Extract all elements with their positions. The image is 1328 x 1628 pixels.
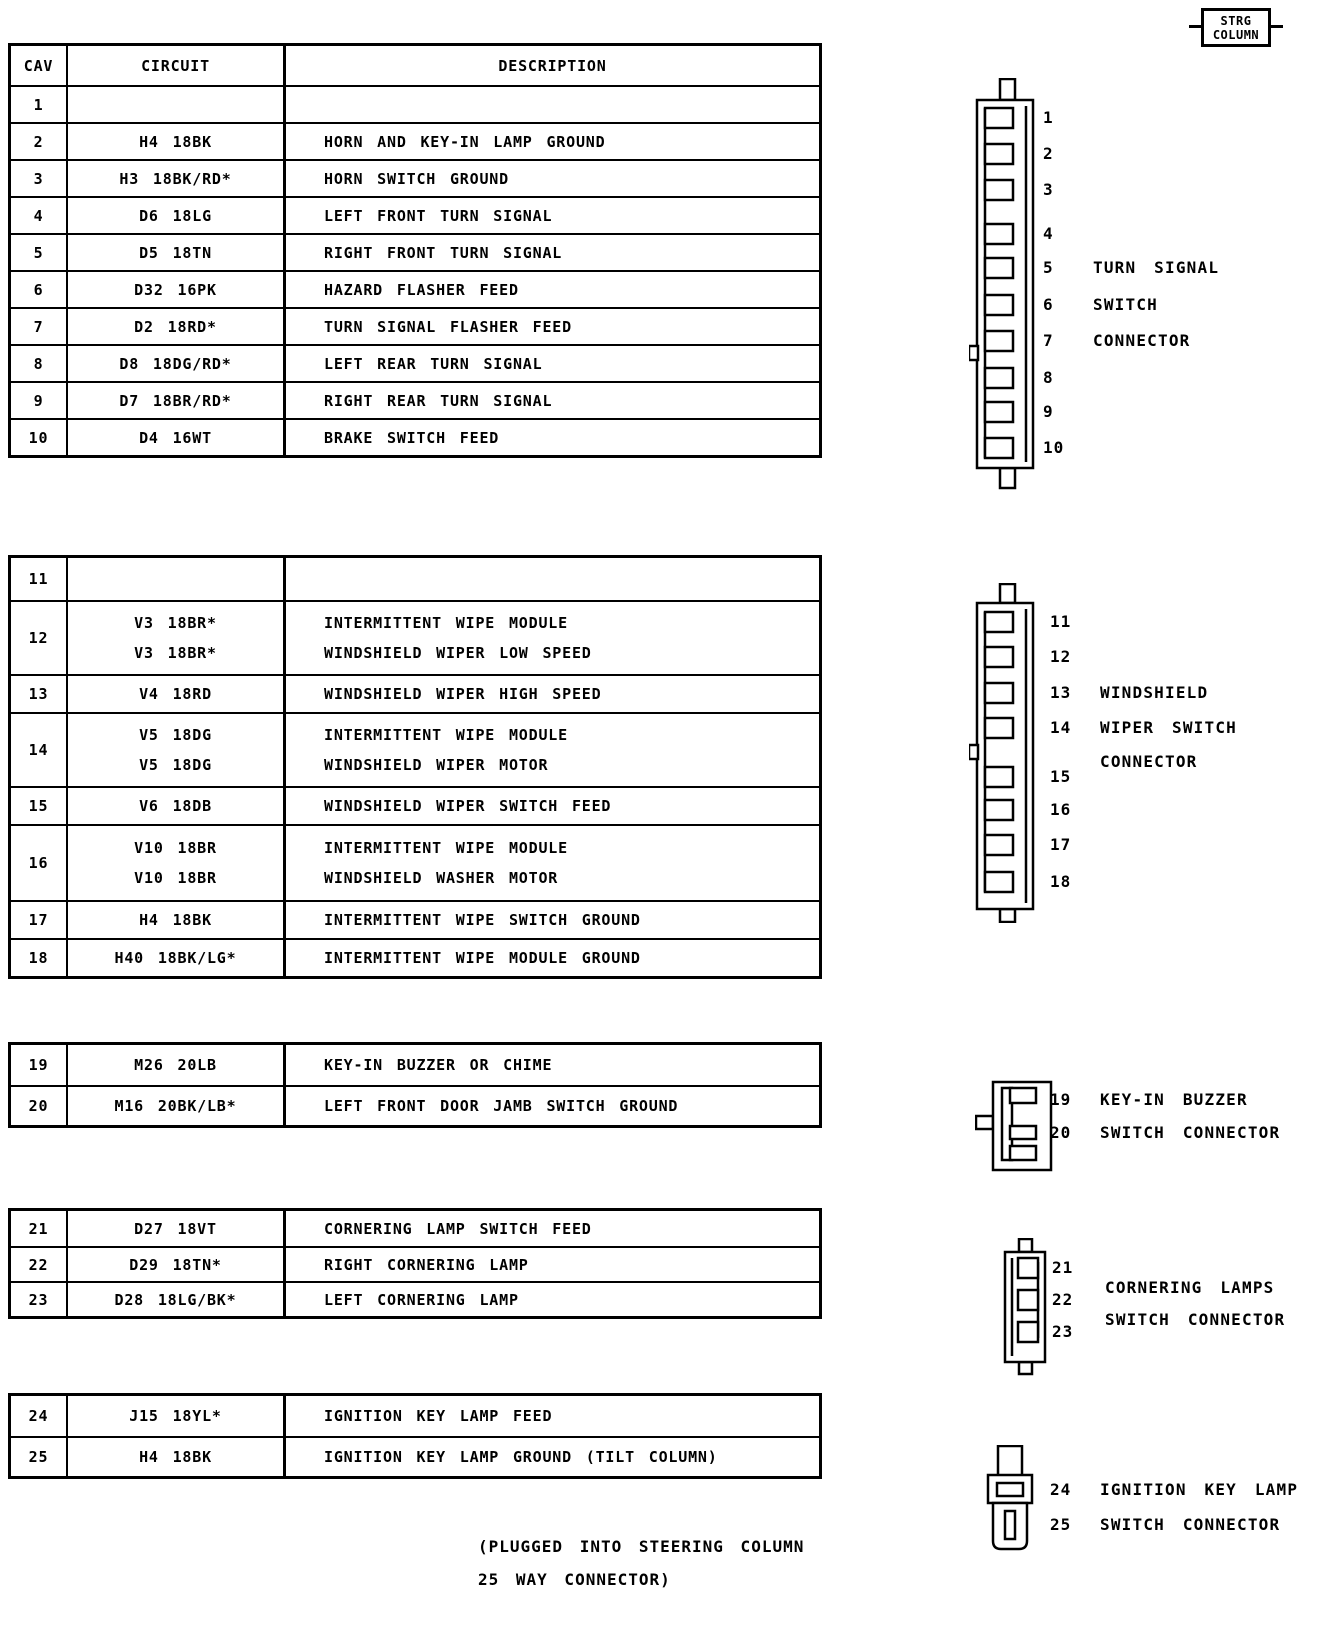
connector-pin-number: 10 — [1043, 438, 1065, 457]
table-row — [11, 600, 819, 674]
cav-value: 24 — [28, 1407, 49, 1425]
circuit-cell — [68, 198, 286, 233]
table-row — [11, 558, 819, 600]
description-cell — [286, 346, 819, 381]
cav-cell — [11, 1045, 68, 1085]
cav-value: 4 — [33, 206, 44, 225]
header-cav — [11, 46, 68, 85]
cav-cell — [11, 1211, 68, 1246]
circuit-cell — [68, 1211, 286, 1246]
description-cell — [286, 676, 819, 712]
ignition-key-lamp-connector-drawing — [985, 1445, 1037, 1555]
circuit-cell — [68, 272, 286, 307]
cav-value: 23 — [28, 1290, 49, 1309]
cav-cell — [11, 309, 68, 344]
turn-signal-connector-drawing — [969, 78, 1043, 490]
turn-signal-switch-connector-label: SWITCH — [1093, 295, 1158, 314]
connector-pin-number: 12 — [1050, 647, 1072, 666]
windshield-wiper-connector-drawing — [969, 583, 1043, 923]
circuit-value: V5 18DG — [139, 756, 212, 774]
circuit-cell — [68, 602, 286, 674]
table-row — [11, 938, 819, 976]
connector-pin-number: 18 — [1050, 872, 1072, 891]
connector-pin-number: 9 — [1043, 402, 1054, 421]
table-row — [11, 381, 819, 418]
cav-cell — [11, 124, 68, 159]
cav-cell — [11, 902, 68, 938]
table-row — [11, 270, 819, 307]
description-value: HORN AND KEY-IN LAMP GROUND — [324, 132, 606, 151]
cav-cell — [11, 826, 68, 900]
ignition-key-lamp-switch-connector-label: SWITCH CONNECTOR — [1100, 1515, 1281, 1534]
cav-cell — [11, 87, 68, 122]
header-circuit-label: CIRCUIT — [141, 56, 210, 75]
cornering-lamps-connector-drawing — [1000, 1238, 1052, 1376]
connector-pin-number: 19 — [1050, 1090, 1072, 1109]
description-cell — [286, 1211, 819, 1246]
description-value: WINDSHIELD WIPER HIGH SPEED — [324, 685, 602, 703]
cav-value: 7 — [33, 317, 44, 336]
description-cell — [286, 383, 819, 418]
circuit-cell — [68, 1438, 286, 1476]
description-value: WINDSHIELD WASHER MOTOR — [324, 869, 559, 888]
cav-cell — [11, 420, 68, 455]
circuit-cell — [68, 1283, 286, 1316]
description-cell — [286, 714, 819, 786]
table-row — [11, 1436, 819, 1476]
circuit-cell — [68, 788, 286, 824]
description-cell — [286, 420, 819, 455]
cav-cell — [11, 272, 68, 307]
connector-pin-number: 13 — [1050, 683, 1072, 702]
table-row — [11, 674, 819, 712]
table-row — [11, 418, 819, 455]
circuit-value: V10 18BR — [134, 869, 217, 888]
description-value: INTERMITTENT WIPE MODULE — [324, 614, 568, 632]
connector-pin-number: 24 — [1050, 1480, 1072, 1499]
circuit-value: V6 18DB — [139, 797, 212, 815]
cav-value: 17 — [28, 911, 49, 929]
description-value: WINDSHIELD WIPER SWITCH FEED — [324, 797, 612, 815]
cav-value: 21 — [28, 1219, 49, 1238]
table-row — [11, 196, 819, 233]
circuit-value: D32 16PK — [134, 280, 217, 299]
description-value: RIGHT FRONT TURN SIGNAL — [324, 243, 563, 262]
connector-pin-number: 14 — [1050, 718, 1072, 737]
table-row — [11, 1085, 819, 1125]
circuit-value: D7 18BR/RD* — [119, 391, 232, 410]
cav-value: 15 — [28, 797, 49, 815]
description-cell — [286, 1087, 819, 1125]
circuit-value: V5 18DG — [139, 726, 212, 744]
connector-pin-number: 23 — [1052, 1322, 1074, 1341]
circuit-value: D4 16WT — [139, 428, 212, 447]
connector-pin-number: 8 — [1043, 368, 1054, 387]
key-in-buzzer-switch-connector-label: KEY-IN BUZZER — [1100, 1090, 1248, 1109]
connector-pin-number: 2 — [1043, 144, 1054, 163]
circuit-value: D27 18VT — [134, 1219, 217, 1238]
cav-value: 8 — [33, 354, 44, 373]
cav-cell — [11, 788, 68, 824]
cav-cell — [11, 161, 68, 196]
pinout-table-cav-24-25 — [8, 1393, 822, 1479]
description-value: INTERMITTENT WIPE MODULE GROUND — [324, 949, 641, 967]
cav-cell — [11, 1438, 68, 1476]
description-value: LEFT FRONT DOOR JAMB SWITCH GROUND — [324, 1097, 679, 1115]
description-value: LEFT CORNERING LAMP — [324, 1290, 519, 1309]
description-value: INTERMITTENT WIPE SWITCH GROUND — [324, 911, 641, 929]
strg-box-right-wire-stub — [1271, 25, 1283, 28]
circuit-value: V4 18RD — [139, 685, 212, 703]
connector-pin-number: 1 — [1043, 108, 1054, 127]
connector-pin-number: 17 — [1050, 835, 1072, 854]
cav-value: 10 — [28, 428, 49, 447]
circuit-cell — [68, 383, 286, 418]
circuit-cell — [68, 1087, 286, 1125]
circuit-value: H4 18BK — [139, 132, 212, 151]
description-value: KEY-IN BUZZER OR CHIME — [324, 1056, 553, 1074]
circuit-value: H4 18BK — [139, 1448, 212, 1466]
description-cell — [286, 1396, 819, 1436]
key-in-buzzer-switch-connector-label: SWITCH CONNECTOR — [1100, 1123, 1281, 1142]
cav-cell — [11, 1283, 68, 1316]
table-row — [11, 1396, 819, 1436]
description-value: IGNITION KEY LAMP FEED — [324, 1407, 553, 1425]
connector-pin-number: 6 — [1043, 295, 1054, 314]
description-value: CORNERING LAMP SWITCH FEED — [324, 1219, 592, 1238]
circuit-cell — [68, 309, 286, 344]
description-cell — [286, 902, 819, 938]
table-row — [11, 1211, 819, 1246]
circuit-cell — [68, 940, 286, 976]
table-row — [11, 159, 819, 196]
turn-signal-switch-connector-label: CONNECTOR — [1093, 331, 1191, 350]
pinout-table-cav-1-10 — [8, 43, 822, 458]
circuit-cell — [68, 558, 286, 600]
circuit-cell — [68, 124, 286, 159]
connector-pin-number: 20 — [1050, 1123, 1072, 1142]
cornering-lamps-switch-connector-label: SWITCH CONNECTOR — [1105, 1310, 1286, 1329]
connector-pin-number: 15 — [1050, 767, 1072, 786]
footnote-line2: 25 WAY CONNECTOR) — [478, 1570, 671, 1589]
circuit-cell — [68, 902, 286, 938]
windshield-wiper-switch-connector-label: WIPER SWITCH — [1100, 718, 1237, 737]
cav-cell — [11, 940, 68, 976]
cav-value: 5 — [33, 243, 44, 262]
pinout-table-cav-11-18 — [8, 555, 822, 979]
ignition-key-lamp-switch-connector-label: IGNITION KEY LAMP — [1100, 1480, 1299, 1499]
cav-value: 14 — [28, 741, 49, 759]
table-row — [11, 1045, 819, 1085]
description-cell — [286, 826, 819, 900]
circuit-value: M26 20LB — [134, 1056, 217, 1074]
connector-pin-number: 5 — [1043, 258, 1054, 277]
circuit-cell — [68, 346, 286, 381]
description-cell — [286, 87, 819, 122]
cav-cell — [11, 602, 68, 674]
cav-value: 19 — [28, 1056, 49, 1074]
circuit-value: H40 18BK/LG* — [114, 949, 237, 967]
description-value: IGNITION KEY LAMP GROUND (TILT COLUMN) — [324, 1448, 718, 1466]
key-in-buzzer-connector-drawing — [975, 1080, 1055, 1174]
circuit-value: D8 18DG/RD* — [119, 354, 232, 373]
circuit-value: V3 18BR* — [134, 644, 217, 662]
description-value: RIGHT CORNERING LAMP — [324, 1255, 529, 1274]
cav-value: 16 — [28, 854, 49, 872]
table-header-row — [11, 46, 819, 85]
circuit-value: M16 20BK/LB* — [114, 1097, 237, 1115]
circuit-cell — [68, 235, 286, 270]
description-value: LEFT REAR TURN SIGNAL — [324, 354, 543, 373]
strg-column-label-line1: STRG — [1220, 13, 1252, 28]
circuit-value: J15 18YL* — [129, 1407, 222, 1425]
cornering-lamps-switch-connector-label: CORNERING LAMPS — [1105, 1278, 1275, 1297]
connector-pin-number: 25 — [1050, 1515, 1072, 1534]
cav-value: 3 — [33, 169, 44, 188]
cav-cell — [11, 558, 68, 600]
circuit-value: V3 18BR* — [134, 614, 217, 632]
circuit-cell — [68, 676, 286, 712]
connector-pin-number: 21 — [1052, 1258, 1074, 1277]
windshield-wiper-switch-connector-label: CONNECTOR — [1100, 752, 1198, 771]
description-value: LEFT FRONT TURN SIGNAL — [324, 206, 553, 225]
header-circuit — [68, 46, 286, 85]
table-row — [11, 344, 819, 381]
strg-column-box — [1201, 8, 1271, 47]
description-cell — [286, 1438, 819, 1476]
circuit-cell — [68, 1045, 286, 1085]
table-row — [11, 824, 819, 900]
description-cell — [286, 1248, 819, 1281]
cav-cell — [11, 235, 68, 270]
circuit-cell — [68, 1396, 286, 1436]
header-cav-label: CAV — [23, 56, 54, 75]
cav-cell — [11, 383, 68, 418]
table-row — [11, 85, 819, 122]
description-value: INTERMITTENT WIPE MODULE — [324, 726, 568, 744]
cav-cell — [11, 1248, 68, 1281]
circuit-cell — [68, 714, 286, 786]
connector-pin-number: 11 — [1050, 612, 1072, 631]
cav-value: 20 — [28, 1097, 49, 1115]
footnote-line1: (PLUGGED INTO STEERING COLUMN — [478, 1537, 805, 1556]
connector-pin-number: 4 — [1043, 224, 1054, 243]
connector-pin-number: 7 — [1043, 331, 1054, 350]
cav-cell — [11, 1087, 68, 1125]
table-row — [11, 1246, 819, 1281]
description-cell — [286, 161, 819, 196]
cav-value: 18 — [28, 949, 49, 967]
table-row — [11, 233, 819, 270]
description-cell — [286, 602, 819, 674]
description-cell — [286, 1045, 819, 1085]
header-description-label: DESCRIPTION — [498, 56, 607, 75]
pinout-table-cav-21-23 — [8, 1208, 822, 1319]
description-cell — [286, 309, 819, 344]
description-value: HAZARD FLASHER FEED — [324, 280, 519, 299]
table-row — [11, 712, 819, 786]
description-cell — [286, 558, 819, 600]
cav-value: 2 — [33, 132, 44, 151]
header-description — [286, 46, 819, 85]
cav-cell — [11, 198, 68, 233]
cav-value: 9 — [33, 391, 44, 410]
table-row — [11, 122, 819, 159]
circuit-value: D29 18TN* — [129, 1255, 222, 1274]
circuit-value: V10 18BR — [134, 838, 217, 857]
description-cell — [286, 198, 819, 233]
cav-value: 6 — [33, 280, 44, 299]
cav-cell — [11, 676, 68, 712]
cav-cell — [11, 714, 68, 786]
cav-cell — [11, 346, 68, 381]
cav-cell — [11, 1396, 68, 1436]
connector-pin-number: 22 — [1052, 1290, 1074, 1309]
strg-column-label-line2: COLUMN — [1212, 27, 1260, 42]
circuit-cell — [68, 87, 286, 122]
circuit-value: H3 18BK/RD* — [119, 169, 232, 188]
table-row — [11, 900, 819, 938]
circuit-value: D5 18TN — [139, 243, 212, 262]
connector-pin-number: 3 — [1043, 180, 1054, 199]
table-row — [11, 1281, 819, 1316]
description-value: WINDSHIELD WIPER MOTOR — [324, 756, 549, 774]
cav-value: 25 — [28, 1448, 49, 1466]
table-row — [11, 786, 819, 824]
table-row — [11, 307, 819, 344]
turn-signal-switch-connector-label: TURN SIGNAL — [1093, 258, 1220, 277]
cav-value: 1 — [33, 95, 44, 114]
description-value: WINDSHIELD WIPER LOW SPEED — [324, 644, 592, 662]
description-value: HORN SWITCH GROUND — [324, 169, 509, 188]
description-cell — [286, 1283, 819, 1316]
cav-value: 22 — [28, 1255, 49, 1274]
cav-value: 11 — [28, 570, 49, 588]
cav-value: 13 — [28, 685, 49, 703]
circuit-cell — [68, 161, 286, 196]
description-cell — [286, 124, 819, 159]
circuit-cell — [68, 420, 286, 455]
cav-value: 12 — [28, 629, 49, 647]
connector-pin-number: 16 — [1050, 800, 1072, 819]
circuit-cell — [68, 826, 286, 900]
circuit-value: D6 18LG — [139, 206, 212, 225]
description-cell — [286, 272, 819, 307]
description-value: RIGHT REAR TURN SIGNAL — [324, 391, 553, 410]
strg-box-left-wire-stub — [1189, 25, 1201, 28]
description-cell — [286, 235, 819, 270]
circuit-value: H4 18BK — [139, 911, 212, 929]
description-cell — [286, 788, 819, 824]
circuit-value: D2 18RD* — [134, 317, 217, 336]
description-value: BRAKE SWITCH FEED — [324, 428, 500, 447]
windshield-wiper-switch-connector-label: WINDSHIELD — [1100, 683, 1209, 702]
description-cell — [286, 940, 819, 976]
circuit-value: D28 18LG/BK* — [114, 1290, 237, 1309]
pinout-table-cav-19-20 — [8, 1042, 822, 1128]
circuit-cell — [68, 1248, 286, 1281]
description-value: TURN SIGNAL FLASHER FEED — [324, 317, 572, 336]
description-value: INTERMITTENT WIPE MODULE — [324, 838, 568, 857]
